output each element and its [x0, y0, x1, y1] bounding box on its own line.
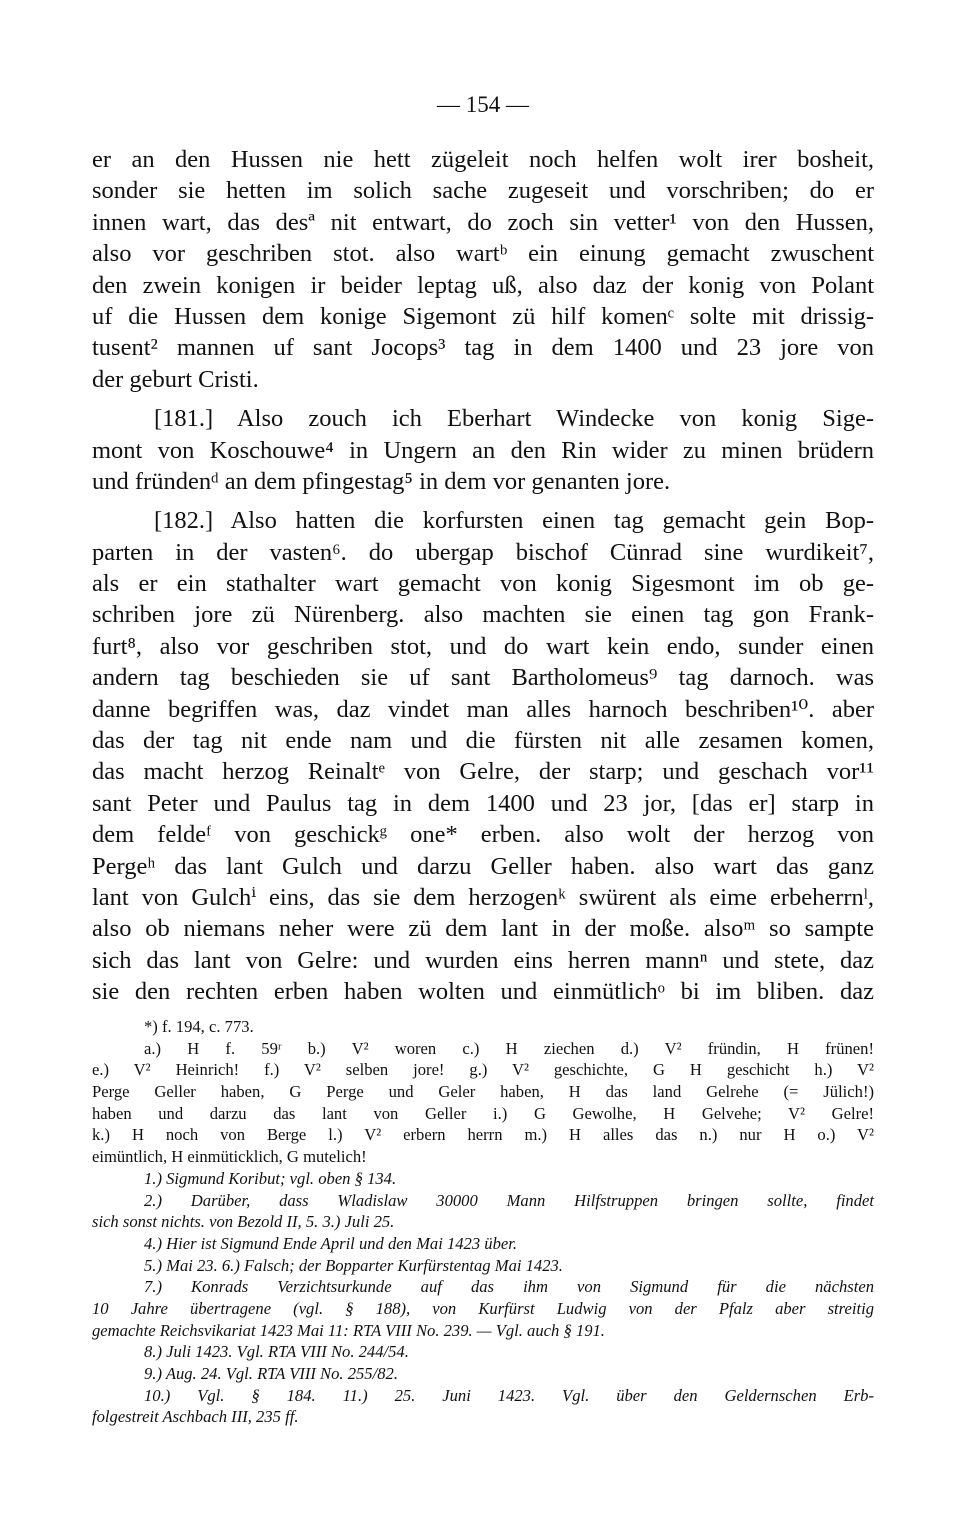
main-text-block	[92, 144, 874, 1008]
footnote-line-9: 2.) Darüber, dass Wladislaw 30000 Mann Hilfstruppen bringen sollte, findet	[144, 1190, 874, 1210]
text-line-9: [181.] Also zouch ich Eberhart Windecke von konig Sige-	[154, 405, 874, 433]
page-number: — 154 —	[437, 92, 529, 117]
footnote-line-19: folgestreit Aschbach III, 235 ff.	[92, 1407, 299, 1427]
text-line-16: furt⁸, also vor geschriben stot, und do wart kein endo, sunder einen	[92, 632, 874, 660]
footnote-line-8: 1.) Sigmund Koribut; vgl. oben § 134.	[144, 1168, 397, 1188]
text-line-4: also vor geschriben stot. also wartᵇ ein einung gemacht zwuschent	[92, 240, 874, 268]
footnotes-block	[92, 1016, 874, 1428]
footnote-line-2: a.) H f. 59ʳ b.) V² woren c.) H ziechen d.) V² fründin, H frünen!	[144, 1038, 874, 1058]
text-line-5: den zwein konigen ir beider leptag uß, also daz der konig von Polant	[92, 271, 874, 299]
text-line-15: schriben jore zü Nürenberg. also machten sie einen tag gon Frank-	[92, 601, 874, 629]
footnote-line-6: k.) H noch von Berge l.) V² erbern herrn m.) H alles das n.) nur H o.) V²	[92, 1125, 874, 1145]
footnote-line-10: sich sonst nichts. von Bezold II, 5. 3.) Juli 25.	[92, 1212, 395, 1232]
text-line-2: sonder sie hetten im solich sache zugeseit und vorschriben; do er	[92, 177, 874, 205]
footnote-line-17: 9.) Aug. 24. Vgl. RTA VIII No. 255/82.	[144, 1364, 398, 1383]
text-line-8: der geburt Cristi.	[92, 365, 259, 393]
text-line-26: sich das lant von Gelre: und wurden eins herren mannⁿ und stete, daz	[92, 946, 874, 974]
footnote-line-3: e.) V² Heinrich! f.) V² selben jore! g.) V² geschichte, G H geschicht h.) V²	[92, 1060, 874, 1080]
text-line-10: mont von Koschouwe⁴ in Ungern an den Rin wider zu minen brüdern	[92, 436, 874, 464]
footnote-line-14: 10 Jahre übertragene (vgl. § 188), von Kurfürst Ludwig von der Pfalz aber streitig	[92, 1298, 874, 1318]
footnote-line-5: haben und darzu das lant von Geller i.) G Gewolhe, H Gelvehe; V² Gelre!	[92, 1103, 874, 1123]
text-line-1: er an den Hussen nie hett zügeleit noch helfen wolt irer bosheit,	[92, 146, 874, 173]
footnote-line-1: *) f. 194, c. 773.	[144, 1017, 254, 1036]
footnote-line-16: 8.) Juli 1423. Vgl. RTA VIII No. 244/54.	[144, 1342, 409, 1362]
text-line-3: innen wart, das desª nit entwart, do zoch sin vetter¹ von den Hussen,	[92, 208, 874, 236]
text-line-27: sie den rechten erben haben wolten und einmütlichᵒ bi im bliben. daz	[92, 978, 874, 1006]
text-line-22: dem feldeᶠ von geschickᵍ one* erben. also wolt der herzog von	[92, 821, 874, 849]
footnote-line-15: gemachte Reichsvikariat 1423 Mai 11: RTA VIII No. 239. — Vgl. auch § 191.	[92, 1320, 605, 1340]
text-line-17: andern tag beschieden sie uf sant Bartholomeus⁹ tag darnoch. was	[92, 664, 874, 692]
text-line-7: tusent² mannen uf sant Jocops³ tag in dem 1400 und 23 jore von	[92, 334, 874, 362]
text-line-24: lant von Gulchⁱ eins, das sie dem herzogenᵏ swürent als eime erbeherrnˡ,	[92, 883, 874, 911]
footnote-line-4: Perge Geller haben, G Perge und Geler haben, H das land Gelrehe (= Jülich!)	[92, 1082, 874, 1102]
footnote-line-12: 5.) Mai 23. 6.) Falsch; der Bopparter Kurfürstentag Mai 1423.	[144, 1255, 563, 1275]
text-line-23: Pergeʰ das lant Gulch und darzu Geller haben. also wart das ganz	[92, 852, 874, 880]
footnote-line-13: 7.) Konrads Verzichtsurkunde auf das ihm von Sigmund für die nächsten	[144, 1277, 874, 1297]
footnote-line-18: 10.) Vgl. § 184. 11.) 25. Juni 1423. Vgl. über den Geldernschen Erb-	[144, 1385, 874, 1405]
text-line-20: das macht herzog Reinaltᵉ von Gelre, der starp; und geschach vor¹¹	[92, 758, 874, 786]
text-line-25: also ob niemans neher were zü dem lant in der moße. alsoᵐ so sampte	[92, 915, 874, 943]
text-line-11: und fründenᵈ an dem pfingestag⁵ in dem vor genanten jore.	[92, 467, 671, 495]
text-line-21: sant Peter und Paulus tag in dem 1400 und 23 jor, [das er] starp in	[92, 789, 874, 817]
text-line-19: das der tag nit ende nam und die fürsten nit alle zesamen komen,	[92, 727, 874, 755]
text-line-18: danne begriffen was, daz vindet man alles harnoch beschriben¹⁰. aber	[92, 695, 874, 723]
text-line-6: uf die Hussen dem konige Sigemont zü hilf komenᶜ solte mit drissig-	[92, 302, 874, 330]
text-line-14: als er ein stathalter wart gemacht von konig Sigesmont im ob ge-	[92, 570, 874, 598]
text-line-13: parten in der vasten⁶. do ubergap bischof Cünrad sine wurdikeit⁷,	[92, 538, 874, 566]
footnote-line-7: eimüntlich, H einmüticklich, G mutelich!	[92, 1147, 367, 1167]
footnote-line-11: 4.) Hier ist Sigmund Ende April und den Mai 1423 über.	[144, 1233, 518, 1253]
text-line-12: [182.] Also hatten die korfursten einen tag gemacht gein Bop-	[154, 507, 874, 535]
